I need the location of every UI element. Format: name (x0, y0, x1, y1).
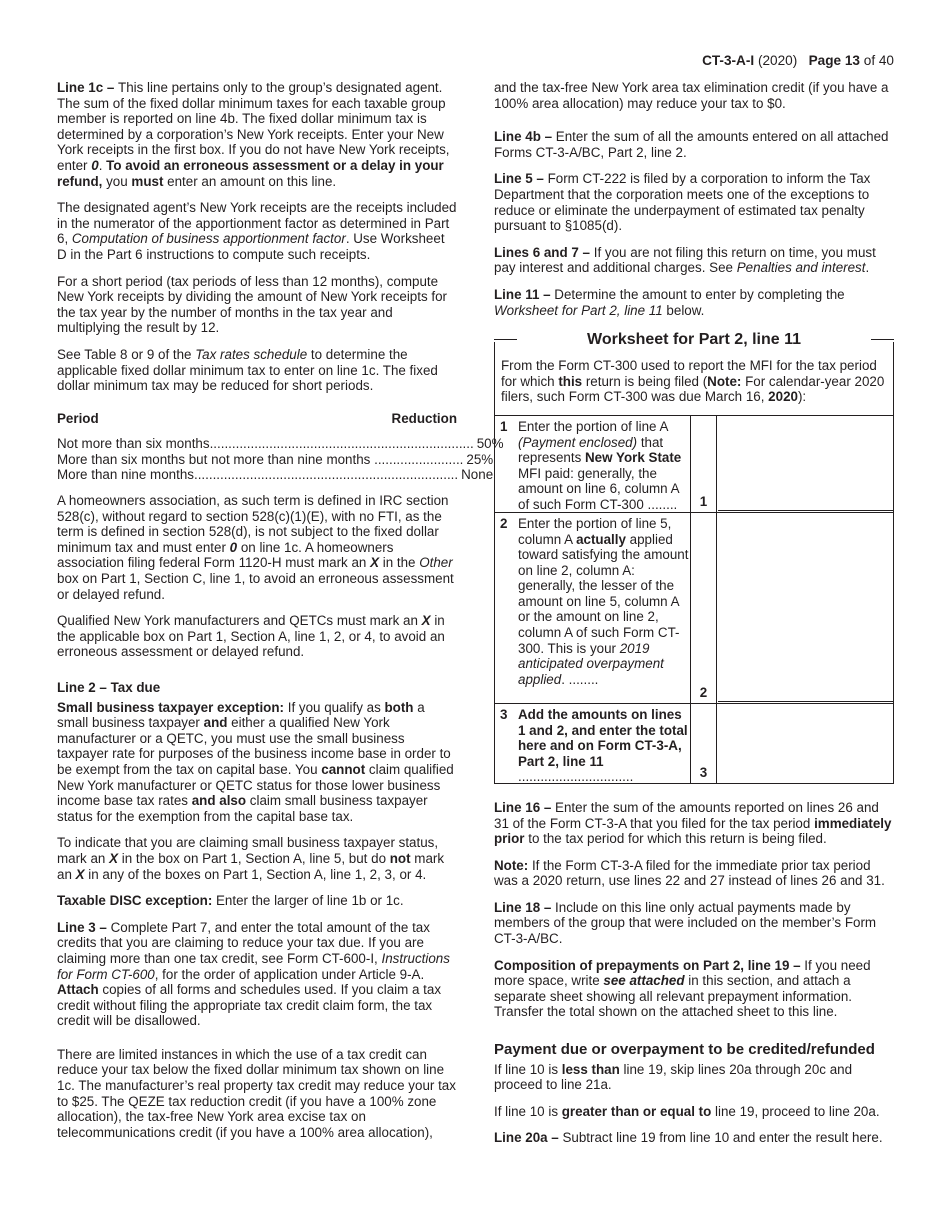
text-run: Lines 6 and 7 – (494, 244, 594, 260)
worksheet-row-text (517, 513, 690, 703)
line-18-paragraph (494, 900, 894, 947)
text-run: copies of all forms and schedules used. If you claim a tax credit without filing the appropriate tax credit claim form, the tax credit will be disallowed. (57, 982, 442, 1029)
text-run: that represents (518, 434, 664, 466)
text-run: If the Form CT-3-A filed for the immediate prior tax period was a 2020 return, use lines 22 and 27 instead of lines 26 and 31. (494, 857, 885, 889)
text-run: immediately prior (494, 815, 892, 847)
text-run: Attach (57, 982, 99, 998)
text-run: There are limited instances in which the use of a tax credit can reduce your tax below the fixed dollar minimum tax shown on line 1c. The manufacturer’s real property tax credit may reduce your tax to $25. The QEZE tax reduction credit (if you have a 100% zone allocation), the tax-free New York area excise tax on telecommunications credit (if you have a 100% area allocation), (57, 1046, 456, 1140)
text-run: Worksheet for Part 2, line 11 (494, 302, 663, 318)
worksheet-line-label: 1 (690, 416, 717, 512)
text-run: Note: (494, 857, 529, 873)
text-run: must (131, 173, 164, 189)
text-run: Subtract line 19 from line 10 and enter the result here. (562, 1130, 883, 1146)
worksheet-part2-line11 (494, 331, 894, 785)
small-business-paragraph (57, 700, 457, 825)
text-run: on line 1c. A homeowners association filing federal Form 1120-H must mark an (57, 539, 394, 571)
text-run: Penalties and interest (736, 260, 866, 276)
text-run: If you need more space, write (494, 957, 871, 989)
text-run: Line 18 – (494, 899, 556, 915)
text-run: For calendar-year 2020 filers, such Form CT-300 was due March 16, (501, 373, 885, 405)
text-run: From the Form CT-300 used to report the MFI for the tax period for which (501, 358, 877, 389)
text-run: Enter the sum of the amounts reported on lines 26 and 31 of the Form CT-3-A that you filed for the tax period (494, 799, 879, 831)
text-run: Include on this line only actual payments made by members of the group that were included on the member’s Form CT-3-A/BC. (494, 899, 877, 947)
text-run: return is being filed ( (582, 373, 708, 389)
text-run: Add the amounts on lines 1 and 2, and enter the total here and on Form CT-3-A, Part 2, line 11 (518, 706, 688, 769)
text-run: and the tax-free New York area tax elimination credit (if you have a 100% area allocation) may reduce your tax to $0. (494, 80, 889, 111)
text-run: in the (379, 555, 420, 571)
text-run: less than (561, 1061, 620, 1077)
text-run: Line 3 – (57, 919, 111, 935)
period-row: Not more than six months....................................................................... 50% (57, 436, 504, 452)
text-run: line 19, skip lines 20a through 20c and proceed to line 21a. (494, 1061, 853, 1093)
text-run: claim small business taxpayer status for the exemption from the capital base tax. (57, 793, 428, 824)
worksheet-line-label: 3 (690, 704, 717, 783)
text-run: in the box on Part 1, Section A, line 5, but do (118, 850, 390, 866)
reduction-value: 50% (476, 436, 504, 452)
line-20a-paragraph (494, 1130, 894, 1146)
line-1c-paragraph (57, 80, 457, 189)
text-run: 0 (229, 539, 238, 555)
text-run: (Payment enclosed) (518, 434, 638, 450)
period-row: More than nine months....................................................................... None (57, 467, 494, 483)
text-run: Other (419, 555, 453, 571)
worksheet-title: Worksheet for Part 2, line 11 (587, 331, 802, 349)
worksheet-row-number: 1 (500, 418, 508, 434)
text-run: Determine the amount to enter by completing the (554, 286, 845, 302)
text-run: actually (576, 531, 626, 547)
qetc-paragraph (57, 613, 457, 660)
period-header: Period (57, 410, 99, 426)
right-column (494, 80, 894, 1157)
text-run: Line 20a – (494, 1130, 563, 1146)
text-run: Taxable DISC exception: (57, 893, 213, 909)
text-run: To indicate that you are claiming small business taxpayer status, mark an (57, 835, 439, 866)
text-run: enter an amount on this line. (163, 173, 337, 189)
text-run: to determine the applicable fixed dollar minimum tax to enter on line 1c. The fixed dollar minimum tax may be reduced for short periods. (57, 346, 438, 394)
text-run: Enter the portion of line A (518, 418, 668, 434)
text-run: Complete Part 7, and enter the total amount of the tax credits that you are claiming to reduce your tax due. If you are claiming more than one tax credit, see Form CT-600-I, (57, 919, 430, 966)
text-run: Enter the larger of line 1b or 1c. (212, 893, 404, 909)
line-5-paragraph (494, 171, 894, 233)
text-run: . Use Worksheet D in the Part 6 instructions to compute such receipts. (57, 231, 445, 262)
text-run: 2019 anticipated overpayment applied (518, 640, 664, 687)
worksheet-row-number: 3 (500, 706, 508, 722)
text-run: applied toward satisfying the amount on line 2, column A: generally, the lesser of the amount on line 5, column A or the amount on line 2, column A of such Form CT-300. This is your (518, 531, 689, 656)
text-run: cannot (321, 761, 366, 777)
text-run: ........ (647, 496, 678, 512)
form-year: (2020) (754, 53, 798, 68)
text-run: 0 (91, 157, 99, 173)
text-run: A homeowners association, as such term is defined in IRC section 528(c), without regard to section 528(c)(1)(E), with no FTI, as the term is defined in section 528(d), is not subject to the fixed dollar minimum tax and must enter (57, 493, 449, 555)
text-run: . ........ (561, 671, 599, 687)
disc-paragraph (57, 893, 457, 909)
text-run: Note: (707, 373, 742, 389)
text-run: , for the order of application under Article 9-A. (154, 966, 425, 982)
line-4b-paragraph (494, 129, 894, 160)
text-run: in the applicable box on Part 1, Section A, line 1, 2, or 4, to avoid an erroneous assessment or delayed refund. (57, 613, 445, 660)
text-run: For a short period (tax periods of less than 12 months), compute New York receipts by dividing the amount of New York receipts for the tax year by the number of months in the tax year and multiplying the result by 12. (57, 273, 448, 336)
text-run: This line pertains only to the group’s designated agent. The sum of the fixed dollar minimum taxes for each taxable group member is reported on line 4b. The fixed dollar minimum tax is determined by a corporation’s New York receipts. Enter your New York receipts in the first box. If you do not have New York receipts, enter (57, 80, 450, 173)
text-run: The designated agent’s New York receipts are the receipts included in the numerator of the apportionment factor as determined in Part 6, (57, 200, 457, 247)
text-run: see attached (603, 973, 685, 989)
worksheet-amount-field-3[interactable] (717, 704, 893, 783)
line-3-paragraph (57, 920, 457, 1029)
payment-due-heading: Payment due or overpayment to be credited/refunded (494, 1041, 875, 1059)
text-run: X (75, 866, 85, 882)
text-run: to the tax period for which this return is being filed. (524, 831, 827, 847)
line-2-heading: Line 2 – Tax due (57, 680, 161, 695)
text-run: Line 1c – (57, 80, 119, 95)
worksheet-intro (495, 342, 893, 416)
line-19-paragraph (494, 958, 894, 1020)
text-run: ............................... (518, 769, 634, 785)
period-table-header (57, 411, 457, 427)
worksheet-row-1 (495, 416, 893, 513)
text-run: below. (662, 302, 705, 318)
reduction-value: 25% (466, 451, 494, 467)
text-run: in any of the boxes on Part 1, Section A, line 1, 2, 3, or 4. (84, 866, 427, 882)
text-run: 2020 (768, 389, 798, 405)
payment-greater-paragraph (494, 1104, 894, 1120)
worksheet-row-text (517, 416, 690, 512)
text-run: box on Part 1, Section C, line 1, to avoid an erroneous assessment or delayed refund. (57, 571, 454, 602)
text-run: Line 5 – (494, 171, 548, 187)
text-run: mark an (57, 850, 445, 882)
text-run: X (421, 613, 431, 629)
worksheet-row-text (517, 704, 690, 783)
worksheet-title-bar (494, 332, 894, 348)
page-total: of 40 (859, 53, 894, 68)
period-row: More than six months but not more than nine months ........................ 25% (57, 451, 494, 467)
text-run: MFI paid: generally, the amount on line 6, column A of such Form CT-300 (518, 465, 679, 512)
text-run: Small business taxpayer exception: (57, 699, 284, 715)
text-run: greater than or equal to (561, 1103, 712, 1119)
short-period-paragraph (57, 274, 457, 336)
period-label: More than six months but not more than nine months (57, 451, 375, 467)
text-run: Computation of business apportionment factor (71, 231, 346, 247)
text-run: Line 4b – (494, 129, 556, 145)
text-run: New York State (585, 450, 682, 466)
text-run: Enter the sum of all the amounts entered on all attached Forms CT-3-A/BC, Part 2, line 2. (494, 129, 889, 160)
text-run: in this section, and attach a separate sheet showing all relevant prepayment information. Transfer the total shown on the attached sheet to this line. (494, 973, 853, 1020)
text-run: Composition of prepayments on Part 2, line 19 – (494, 957, 805, 973)
continued-paragraph (494, 80, 894, 111)
text-run: Line 11 – (494, 286, 555, 302)
receipts-paragraph (57, 200, 457, 262)
text-run: X (370, 555, 380, 571)
text-run: Enter the portion of line 5, column A (518, 515, 672, 547)
text-run: Form CT-222 is filed by a corporation to inform the Tax Department that the corporation meets one of the exceptions to reduce or eliminate the underpayment of estimated tax penalty pursuant to §1085(d). (494, 171, 871, 234)
period-label: Not more than six months (57, 436, 210, 452)
line-11-paragraph (494, 287, 894, 318)
text-run: Line 16 – (494, 799, 556, 815)
note-paragraph (494, 858, 894, 889)
text-run: and also (191, 793, 247, 809)
text-run: Instructions for Form CT-600 (57, 950, 450, 982)
left-column (57, 80, 504, 1151)
payment-less-than-paragraph (494, 1062, 894, 1093)
text-run: either a qualified New York manufacturer or a QETC, you must use the small business taxpayer rate for purposes of the business income base in order to be exempt from the tax on capital base. You (57, 715, 451, 777)
worksheet-row-2 (495, 513, 893, 704)
text-run: . (98, 157, 107, 173)
text-run: both (384, 699, 414, 715)
text-run: you (102, 173, 132, 189)
text-run: claim qualified New York manufacturer or QETC status for those lower business income base tax rates (57, 761, 454, 809)
worksheet-row-3 (495, 704, 893, 783)
homeowners-paragraph (57, 493, 457, 602)
table-8-paragraph (57, 347, 457, 394)
form-number: CT-3-A-I (702, 53, 755, 68)
page-label: Page 13 (808, 53, 860, 68)
text-run: If line 10 is (494, 1103, 562, 1119)
worksheet-amount-field-2[interactable] (717, 513, 893, 703)
text-run: If you are not filing this return on time, you must pay interest and additional charges. See (494, 244, 876, 276)
text-run: and (203, 715, 228, 731)
period-table (57, 436, 504, 483)
lines-6-7-paragraph (494, 245, 894, 276)
text-run: If line 10 is (494, 1061, 562, 1077)
worksheet-amount-field-1[interactable] (717, 416, 893, 512)
line-16-paragraph (494, 800, 894, 847)
worksheet-row-number: 2 (500, 515, 508, 531)
reduction-header: Reduction (391, 410, 457, 426)
text-run: X (109, 850, 119, 866)
text-run: . (865, 260, 870, 276)
period-label: More than nine months (57, 467, 194, 483)
text-run: If you qualify as (284, 699, 385, 715)
text-run: line 19, proceed to line 20a. (711, 1103, 880, 1119)
text-run: a small business taxpayer (57, 699, 425, 731)
text-run: See Table 8 or 9 of the (57, 346, 196, 362)
page-header (702, 53, 894, 69)
text-run: ): (797, 389, 807, 405)
text-run: not (389, 850, 411, 866)
text-run: this (558, 373, 583, 389)
text-run: To avoid an erroneous assessment or a delay in your refund, (57, 157, 444, 189)
worksheet-line-label: 2 (690, 513, 717, 703)
text-run: Qualified New York manufacturers and QETCs must mark an (57, 613, 422, 629)
small-business-mark-paragraph (57, 835, 457, 882)
reduction-value: None (461, 467, 494, 483)
tax-credit-paragraph (57, 1047, 457, 1141)
text-run: Tax rates schedule (195, 346, 308, 362)
